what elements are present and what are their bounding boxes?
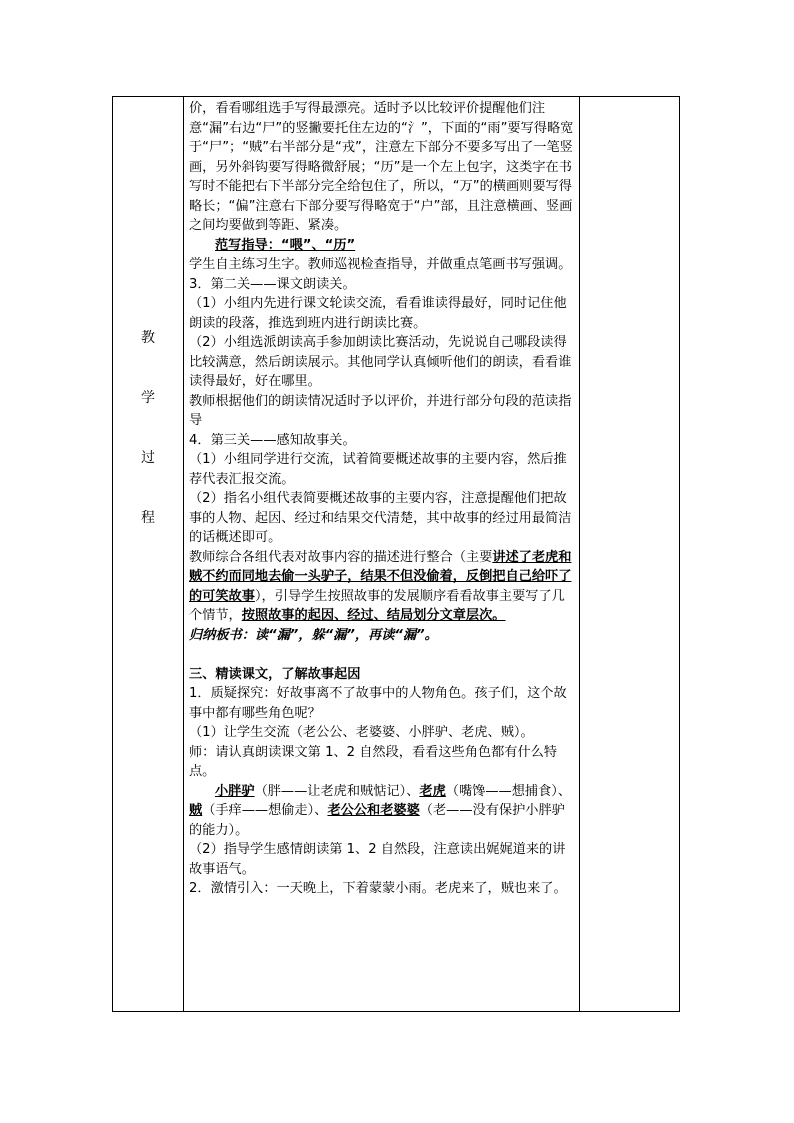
demo-writing-heading: 范写指导：“喂”、“历”	[215, 237, 356, 253]
paragraph-group-reading: （1）小组内先进行课文轮读交流，看看谁读得最好，同时记住他朗读的段落，推选到班内进行朗读比赛。	[189, 296, 567, 331]
paragraph-story-intro: 2．激情引入：一天晚上，下着蒙蒙小雨。老虎来了，贼也来了。	[189, 881, 567, 896]
question-teacher-prompt: 师：请认真朗读课文第 1、2 自然段，看看这些角色都有什么特点。	[189, 744, 558, 779]
side-label-char-4: 程	[141, 510, 155, 526]
section-3-heading: 三、精读课文，了解故事起因	[189, 666, 361, 682]
story-summary-emphasis: 讲述了老虎和贼不约而同地去偷一头驴子，结果不但没偷着，反倒把自己给吓了的可笑故事	[189, 549, 572, 604]
column-divider-right	[579, 97, 580, 1011]
paragraph-teacher-evaluation: 教师根据他们的朗读情况适时予以评价，并进行部分句段的范读指导	[189, 393, 572, 428]
structure-emphasis: 按照故事的起因、经过、结局划分文章层次。	[241, 608, 506, 623]
side-label-char-3: 过	[141, 450, 155, 466]
paragraph-self-practice: 学生自主练习生字。教师巡视检查指导，并做重点笔画书写强调。	[189, 257, 572, 272]
paragraph-emotional-reading: （2）指导学生感情朗读第 1、2 自然段，注意读出娓娓道来的讲故事语气。	[189, 842, 566, 877]
step-3-heading: 3．第二关——课文朗读关。	[189, 276, 356, 292]
lesson-table	[112, 96, 680, 1012]
column-divider-left	[183, 97, 184, 1011]
board-summary: 归纳板书：读“漏”，躲“漏”，再读“漏”。	[189, 627, 438, 643]
paragraph-representative-summary: （2）指名小组代表简要概述故事的主要内容，注意提醒他们把故事的人物、起因、经过和结果交代清楚，其中故事的经过用最简洁的话概述即可。	[189, 491, 572, 545]
paragraph-teacher-integration: 教师综合各组代表对故事内容的描述进行整合（主要讲述了老虎和贼不约而同地去偷一头驴子，结果不但没偷着，反倒把自己给吓了的可笑故事），引导学生按照故事的发展顺序看看故事主要写了几个情节，按照故事的起因、经过、结局划分文章层次。	[189, 549, 572, 623]
step-4-heading: 4．第三关——感知故事关。	[189, 432, 356, 448]
question-explore: 1．质疑探究：好故事离不了故事中的人物角色。孩子们，这个故事中都有哪些角色呢？	[189, 686, 567, 721]
spacer	[189, 645, 577, 665]
side-label-char-2: 学	[141, 390, 155, 406]
lesson-content	[189, 99, 577, 899]
question-exchange: （1）让学生交流（老公公、老婆婆、小胖驴、老虎、贼）。	[189, 725, 534, 740]
paragraph-writing-evaluation: 价，看看哪组选手写得最漂亮。适时予以比较评价提醒他们注意“漏”右边“尸”的竖撇要托住左边的“氵”，下面的“雨”要写得略宽于“尸”；“贼”右半部分是“戎”，注意左下部分不要多写出了一笔竖画，另外斜钩要写得略微舒展；“历”是一个左上包字，这类字在书写时不能把右下半部分完全给包住了，所以，“万”的横画则要写得略长；“偏”注意右下部分要写得略宽于“户”部，且注意横画、竖画之间均要做到等距、紧凑。	[189, 101, 574, 233]
paragraph-reading-contest: （2）小组选派朗读高手参加朗读比赛活动，先说说自己哪段读得比较满意，然后朗读展示。其他同学认真倾听他们的朗读，看看谁读得最好，好在哪里。	[189, 335, 572, 389]
paragraph-group-summary: （1）小组同学进行交流，试着简要概述故事的主要内容，然后推荐代表汇报交流。	[189, 452, 567, 487]
character-traits: 小胖驴（胖——让老虎和贼惦记）、老虎（嘴馋——想捕食）、贼（手痒——想偷走）、老公公和老婆婆（老——没有保护小胖驴的能力）。	[189, 783, 572, 838]
side-label-char-1: 教	[141, 330, 155, 346]
